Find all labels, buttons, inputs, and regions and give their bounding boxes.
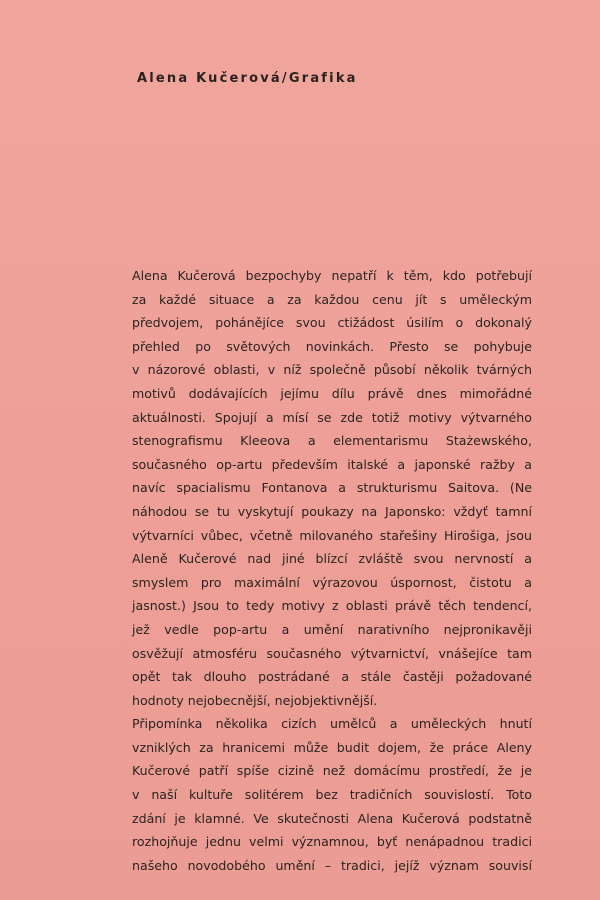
text-line: současného op-artu především italské a japonské ražby a <box>132 456 532 472</box>
text-line: zdání je klamné. Ve skutečnosti Alena Kučerová podstatně <box>132 810 532 826</box>
text-line: navíc spacialismu Fontanova a strukturismu Saitova. (Ne <box>132 480 532 496</box>
text-line: přehled po světových novinkách. Přesto se pohybuje <box>132 338 532 354</box>
text-line: jasnost.) Jsou to tedy motivy z oblasti právě těch tendencí, <box>132 598 532 614</box>
text-line: v naší kultuře solitérem bez tradičních souvislostí. Toto <box>132 787 532 803</box>
text-line: stenografismu Kleeova a elementarismu Stażewského, <box>132 433 532 449</box>
text-line: Aleně Kučerové nad jiné blízcí zvláště svou nervností a <box>132 551 532 567</box>
text-line: v názorové oblasti, v níž společně působí několik tvárných <box>132 362 532 378</box>
text-line: hodnoty nejobecnější, nejobjektivnější. <box>132 692 378 708</box>
text-line: vzniklých za hranicemi může budit dojem, že práce Aleny <box>132 739 532 755</box>
text-line: náhodou se tu vyskytují poukazy na Japonsko: vždyť tamní <box>132 503 532 519</box>
body-text <box>132 264 532 877</box>
text-line: Připomínka několika cizích umělců a uměleckých hnutí <box>132 716 532 732</box>
text-line: aktuálnosti. Spojují a mísí se zde totiž motivy výtvarného <box>132 409 532 425</box>
text-line: našeho novodobého umění – tradici, jejíž význam souvisí <box>132 857 532 873</box>
text-line: opět tak dlouho postrádané a stále častěji požadované <box>132 669 532 685</box>
text-line: smyslem pro maximální výrazovou úspornost, čistotu a <box>132 574 532 590</box>
text-line: Kučerové patří spíše cizině než domácímu prostředí, že je <box>132 763 532 779</box>
text-line: rozhojňuje jednu velmi významnou, byť nenápadnou tradici <box>132 834 532 850</box>
page-title: Alena Kučerová/Grafika <box>137 71 358 86</box>
text-line: motivů dodávajících jejímu dílu právě dnes mimořádné <box>132 385 532 401</box>
text-line: Alena Kučerová bezpochyby nepatří k těm, kdo potřebují <box>132 268 532 283</box>
text-line: předvojem, pohánějíce svou ctižádost úsilím o dokonalý <box>132 315 532 331</box>
text-line: za každé situace a za každou cenu jít s uměleckým <box>132 291 532 307</box>
text-line: osvěžují atmosféru současného výtvarnictví, vnášejíce tam <box>132 645 532 661</box>
text-line: jež vedle pop-artu a umění narativního nejpronikavěji <box>132 621 532 637</box>
text-line: výtvarníci vůbec, včetně milovaného stařešiny Hirošiga, jsou <box>132 527 532 543</box>
